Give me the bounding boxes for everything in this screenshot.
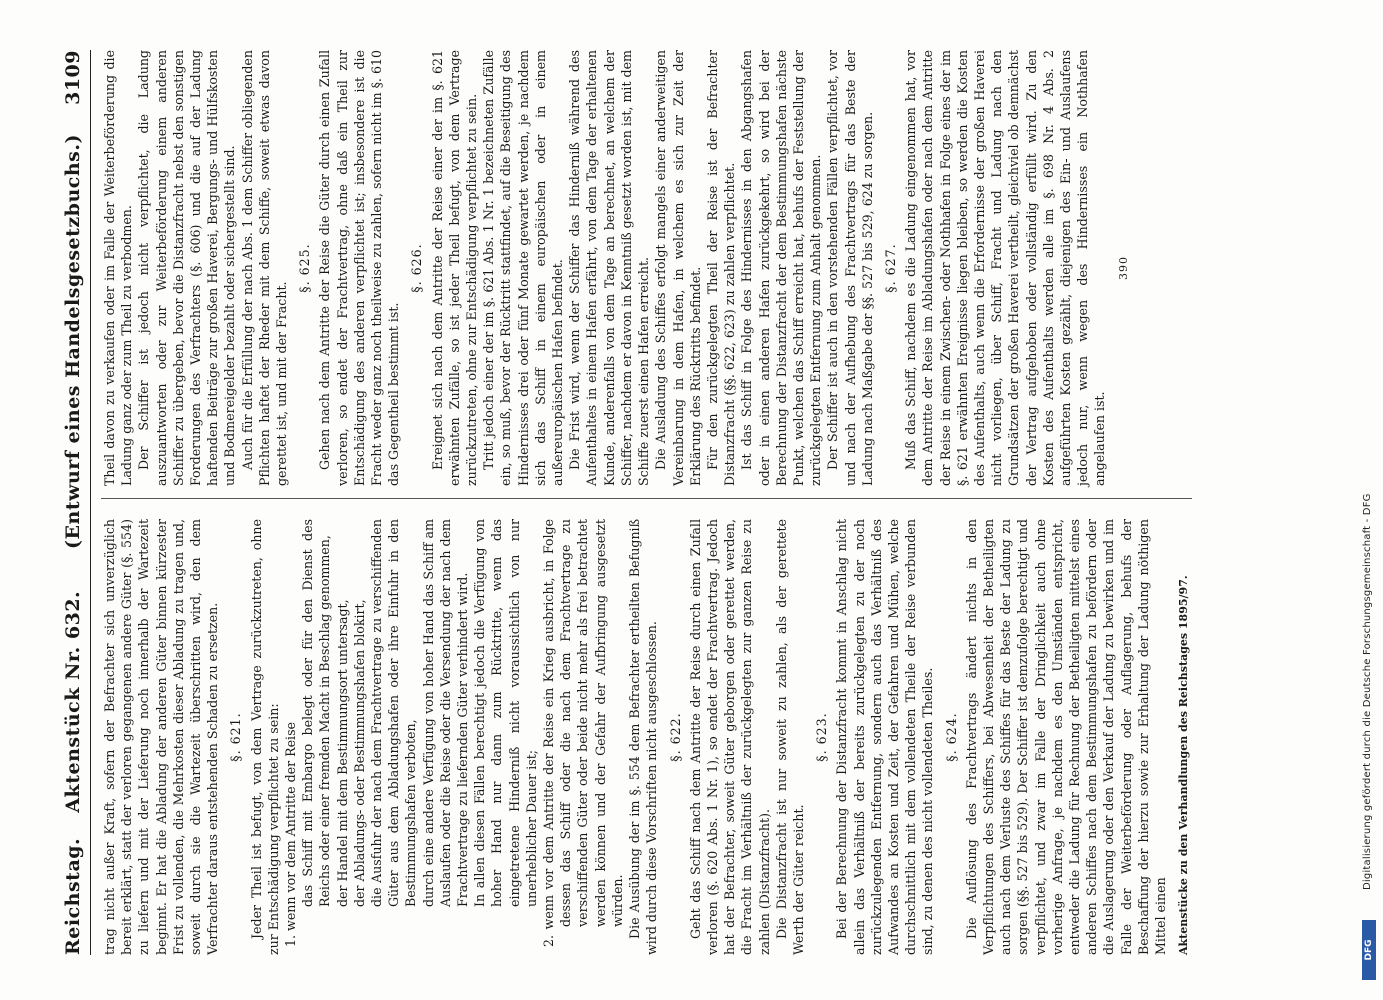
paragraph: Muß das Schiff, nachdem es die Ladung eingenommen hat, vor dem Antritte der Reise im Abladungshafen oder nach dem Antritte der Reise in einem Zwischen- oder Nothhafen in Folge eines der im §. 621 erwähnten Ereignisse liegen bleiben, so werden die Kosten des Aufenthalts, auch wenn die Erfordernisse der großen Haverei nicht vorliegen, über Schiff, Fracht und Ladung nach den Grundsätzen der großen Haverei vertheilt, gleichviel ob demnächst der Vertrag aufgehoben oder vollständig erfüllt wird. Zu den Kosten des Aufenthalts werden alle im §. 698 Nr. 4 Abs. 2 aufgeführten Kosten gezählt, diejenigen des Ein- und Auslaufens jedoch nur, wenn wegen des Hindernisses ein Nothhafen angelaufen ist. [903, 50, 1108, 486]
section-heading: §. 621. [228, 712, 244, 762]
header-left [62, 591, 84, 955]
paragraph: Die Ausladung des Schiffes erfolgt mangels einer anderweitigen Vereinbarung in dem Hafen, in welchem es sich zur Zeit der Erklärung des Rücktritts befindet. [653, 50, 703, 486]
header-right [62, 50, 84, 549]
list-item-number: 2. [541, 934, 557, 947]
paragraph: In allen diesen Fällen berechtigt jedoch die Verfügung von hoher Hand nur dann zum Rücktritte, wenn das eingetretene Hinderniß nicht voraussichtlich von nur unerheblicher Dauer ist; [472, 519, 539, 907]
paragraph: Ereignet sich nach dem Antritte der Reise einer der im §. 621 erwähnten Zufälle, so ist jeder Theil befugt, von dem Vertrage zurückzutreten, ohne zur Entschädigung verpflichtet zu sein. [429, 50, 480, 486]
section-heading: §. 622. [667, 712, 683, 762]
sub-item: durch eine andere Verfügung von hoher Hand das Schiff am Auslaufen oder die Reise oder die Versendung der nach dem Frachtvertrage zu liefernden Güter verhindert wird. [420, 519, 471, 907]
paragraph: trag nicht außer Kraft, sofern der Befrachter sich unverzüglich bereit erklärt, statt der verloren gegangenen andere Güter (§. 554) zu liefern und mit der Lieferung noch innerhalb der Wartezeit beginnt. Er hat die Abladung der anderen Güter binnen kürzester Frist zu vollenden, die Mehrkosten dieser Abladung zu tragen und, soweit durch sie die Wartezeit überschritten wird, den dem Verfrachter daraus entstehenden Schaden zu ersetzen. [102, 519, 221, 955]
section-heading: §. 627. [882, 243, 898, 293]
sub-item: der Abladungs- oder Bestimmungshafen blokirt, [351, 599, 367, 907]
header-right-title: (Entwurf eines Handelsgesetzbuchs.) [62, 134, 84, 549]
section-heading: §. 625. [297, 243, 313, 293]
paragraph: Ist das Schiff in Folge des Hindernisses in den Abgangshafen oder in einen anderen Hafen zurückgekehrt, so wird bei der Berechnung der Distanzfracht der dem Bestimmungshafen nächste Punkt, welchen das Schiff erreicht hat, behufs der Feststellung der zurückgelegten Entfernung zum Anhalt genommen. [739, 50, 824, 486]
paragraph: Tritt jedoch einer der im §. 621 Abs. 1 Nr. 1 bezeichneten Zufälle ein, so muß, bevor der Rücktritt stattfindet, auf die Beseitigung des Hindernisses drei oder fünf Monate gewartet werden, je nachdem sich das Schiff in einem europäischen oder in einem außereuropäischen Hafen befindet. [481, 50, 566, 486]
paragraph: Auch für die Erfüllung der nach Abs. 1 dem Schiffer obliegenden Pflichten haftet der Rheder mit dem Schiffe, soweit etwas davon gerettet ist, und mit der Fracht. [239, 50, 290, 486]
list-item-text: wenn vor dem Antritte der Reise ein Krieg ausbricht, in Folge dessen das Schiff oder die nach dem Frachtvertrage zu verschiffenden Güter oder beide nicht mehr als frei betrachtet werden können und der Gefahr der Aufbringung ausgesetzt würden. [541, 519, 625, 930]
paragraph: Die Auflösung des Frachtvertrags ändert nichts in den Verpflichtungen des Schiffers, bei Abwesenheit der Betheiligten auch nach dem Verluste des Schiffes für das Beste der Ladung zu sorgen (§§. 527 bis 529). Der Schiffer ist demzufolge berechtigt und verpflichtet, und zwar im Falle der Dringlichkeit auch ohne vorherige Anfrage, je nachdem es den Umständen entspricht, entweder die Ladung für Rechnung der Betheiligten mittelst eines anderen Schiffes nach dem Bestimmungshafen zu befördern oder die Auslagerung oder den Verkauf der Ladung zu bewirken und im Falle der Weiterbeförderung oder Auflagerung, behufs der Beschaffung der hierzu sowie zur Erhaltung der Ladung nöthigen Mittel einen [963, 519, 1168, 955]
paragraph: Gehen nach dem Antritte der Reise die Güter durch einen Zufall verloren, so endet der Frachtvertrag, ohne daß ein Theil zur Entschädigung des anderen verpflichtet ist; insbesondere ist die Fracht weder ganz noch theilweise zu zahlen, sofern nicht im §. 610 das Gegentheil bestimmt ist. [317, 50, 402, 486]
list-item [540, 519, 626, 955]
text-columns [101, 50, 1192, 955]
header-left-title: Reichstag. [62, 837, 84, 955]
paragraph: Jeder Theil ist befugt, von dem Vertrage zurückzutreten, ohne zur Entschädigung verpflichtet zu sein: [248, 519, 281, 955]
sub-item: die Ausfuhr der nach dem Frachtvertrage zu verschiffenden Güter aus dem Abladungshafen oder ihre Einfuhr in den Bestimmungshafen verboten, [369, 519, 419, 907]
section-heading: §. 623. [814, 712, 830, 762]
page-header [62, 50, 91, 955]
paragraph: Geht das Schiff nach dem Antritte der Reise durch einen Zufall verloren (§. 620 Abs. 1 Nr. 1), so endet der Frachtvertrag. Jedoch hat der Befrachter, soweit Güter geborgen oder gerettet werden, die Fracht im Verhältniß der zurückgelegten zur ganzen Reise zu zahlen (Distanzfracht). [687, 519, 772, 955]
paragraph: Bei der Berechnung der Distanzfracht kommt in Anschlag nicht allein das Verhältniß der bereits zurückgelegten zu der noch zurückzulegenden Entfernung, sondern auch das Verhältniß des Aufwandes an Kosten und Zeit, der Gefahren und Mühen, welche durchschnittlich mit dem vollendeten Theile der Reise verbunden sind, zu denen des nicht vollendeten Theiles. [834, 519, 936, 955]
section-heading: §. 624. [943, 712, 959, 762]
sub-item: der Handel mit dem Bestimmungsort untersagt, [334, 599, 350, 907]
dfg-logo: DFG [1362, 920, 1376, 980]
page-footer: Aktenstücke zu den Verhandlungen des Reichstages 1895/97. [1177, 575, 1191, 955]
list-item-number: 1. [283, 934, 299, 947]
paragraph: Der Schiffer ist jedoch nicht verpflichtet, die Ladung auszuantworten oder zur Weiterbeförderung einem anderen Schiffer zu übergeben, bevor die Distanzfracht nebst den sonstigen Forderungen des Verfrachters (§. 606) und die auf der Ladung haftenden Beiträge zur großen Haverei, Bergungs- und Hülfskosten und Bodmereigelder bezahlt oder sichergestellt sind. [136, 50, 238, 486]
list-item [282, 519, 299, 955]
signature-mark: 390 [1116, 256, 1130, 280]
paragraph: Für den zurückgelegten Theil der Reise ist der Befrachter Distanzfracht (§§. 622, 623) zu zahlen verpflichtet. [704, 50, 738, 486]
paragraph: Die Ausübung der im §. 554 dem Befrachter ertheilten Befugniß wird durch diese Vorschriften nicht ausgeschlossen. [627, 519, 660, 955]
page-number: 3109 [62, 50, 84, 105]
paragraph: Die Frist wird, wenn der Schiffer das Hinderniß während des Aufenthaltes in einem Hafen erfährt, von dem Tage der erhaltenen Kunde, anderenfalls von dem Tage an berechnet, an welchem der Schiffer, nachdem er davon in Kenntniß gesetzt worden ist, mit dem Schiffe zuerst einen Hafen erreicht. [567, 50, 652, 486]
digitization-note: Digitalisierung gefördert durch die Deutsche Forschungsgemeinschaft - DFG [1362, 493, 1373, 890]
paragraph: Der Schiffer ist auch in den vorstehenden Fällen verpflichtet, vor und nach der Aufhebung des Frachtvertrags für das Beste der Ladung nach Maßgabe der §§. 527 bis 529, 624 zu sorgen. [825, 50, 875, 486]
sub-item: das Schiff mit Embargo belegt oder für den Dienst des Reichs oder einer fremden Macht in Beschlag genommen, [300, 519, 333, 907]
header-doc-label: Aktenstück Nr. 632. [62, 590, 84, 813]
right-column [101, 50, 1192, 499]
list-item-text: wenn vor dem Antritte der Reise [283, 722, 299, 931]
paragraph: Die Distanzfracht ist nur soweit zu zahlen, als der gerettete Werth der Güter reicht. [773, 519, 806, 955]
section-heading: §. 626. [409, 243, 425, 293]
left-column [101, 519, 1192, 955]
document-page [62, 50, 1192, 955]
paragraph: Theil davon zu verkaufen oder im Falle der Weiterbeförderung die Ladung ganz oder zum Theil zu verbodmen. [102, 50, 135, 486]
